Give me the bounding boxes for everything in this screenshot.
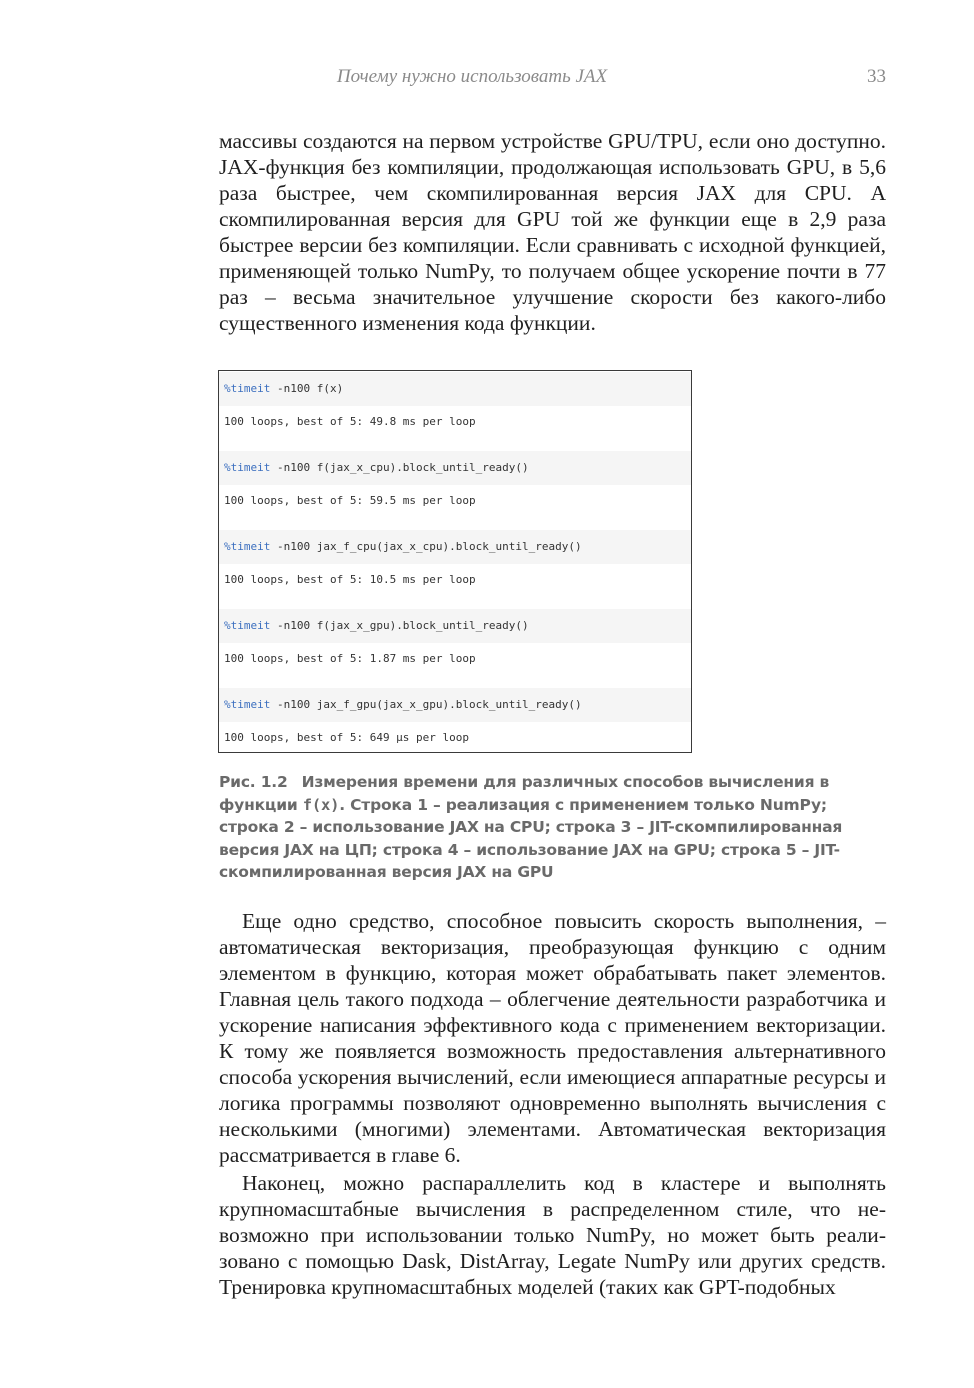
code-command: -n100 jax_f_gpu(jax_x_gpu).block_until_ready() xyxy=(270,698,582,711)
figure-label: Рис. 1.2 xyxy=(219,773,288,791)
page-number: 33 xyxy=(867,66,886,87)
code-input-line xyxy=(219,609,691,643)
code-screenshot xyxy=(218,370,692,753)
magic-command: %timeit xyxy=(224,619,271,632)
code-output-line: 100 loops, best of 5: 49.8 ms per loop xyxy=(224,415,476,428)
caption-text-end: . Строка 1 – реализация с применением только NumPy; строка 2 – использование JAX на CPU; строка 3 – JIT-скомпилированная версия JAX на ЦП; строка 4 – использование JAX на GPU; строка 5 – JIT-скомпилированная версия JAX на GPU xyxy=(219,795,843,881)
magic-command: %timeit xyxy=(224,382,271,395)
code-command: -n100 f(x) xyxy=(270,382,344,395)
code-command: -n100 f(jax_x_cpu).block_until_ready() xyxy=(270,461,529,474)
code-input-line xyxy=(219,372,691,406)
code-command: -n100 f(jax_x_gpu).block_until_ready() xyxy=(270,619,529,632)
running-title: Почему нужно использовать JAX xyxy=(336,66,608,87)
caption-code: f(x) xyxy=(302,795,340,814)
caption-text-start: Измерения времени для различных способов вычисления в функции xyxy=(219,773,830,814)
magic-command: %timeit xyxy=(224,461,271,474)
code-output-line: 100 loops, best of 5: 10.5 ms per loop xyxy=(224,573,476,586)
body-paragraph-3: Наконец, можно распараллелить код в кластере и выполнять крупномасштабные вычисления в распределенном стиле, что невозможно при использовании только NumPy, но может быть реализовано с помощью Dask, DistArray, Legate NumPy или других средств. Тренировка крупномасштабных моделей (таких как GPT-подобных xyxy=(219,1171,886,1299)
code-command: -n100 jax_f_cpu(jax_x_cpu).block_until_ready() xyxy=(270,540,582,553)
magic-command: %timeit xyxy=(224,540,271,553)
page-header xyxy=(0,66,974,94)
code-input-line xyxy=(219,688,691,722)
body-paragraph-2: Еще одно средство, способное повысить скорость выполнения, – автоматическая векторизация, преобразующая функцию с одним элементом в функцию, которая может обрабатывать пакет элементов. Главная цель такого подхода – облегчение деятельности разработчика и ускорение написания эффективного кода с применением векторизации. К тому же появляется возможность предоставления альтернативного способа ускорения вычислений, если имеющиеся аппаратные ресурсы и логика программы позволяют одновременно выполнять вычисления с несколькими (многими) элементами. Автоматическая векторизация рассматривается в главе 6. xyxy=(219,909,886,1167)
body-paragraph-1: массивы создаются на первом устройстве GPU/TPU, если оно доступно. JAX-функция без компиляции, продолжающая использовать GPU, в 5,6 раза быстрее, чем скомпилированная версия JAX для CPU. А скомпилированная версия для GPU той же функции еще в 2,9 раза быстрее версии без компиляции. Если сравнивать с исходной функцией, применяющей только NumPy, то получаем общее ускорение почти в 77 раз – весьма значительное улучшение скорости без какого-либо существенного изменения кода функции. xyxy=(219,129,886,335)
code-input-line xyxy=(219,530,691,564)
magic-command: %timeit xyxy=(224,698,271,711)
code-output-line: 100 loops, best of 5: 649 µs per loop xyxy=(224,731,470,744)
figure-caption xyxy=(219,771,886,884)
code-output-line: 100 loops, best of 5: 1.87 ms per loop xyxy=(224,652,476,665)
code-output-line: 100 loops, best of 5: 59.5 ms per loop xyxy=(224,494,476,507)
code-input-line xyxy=(219,451,691,485)
